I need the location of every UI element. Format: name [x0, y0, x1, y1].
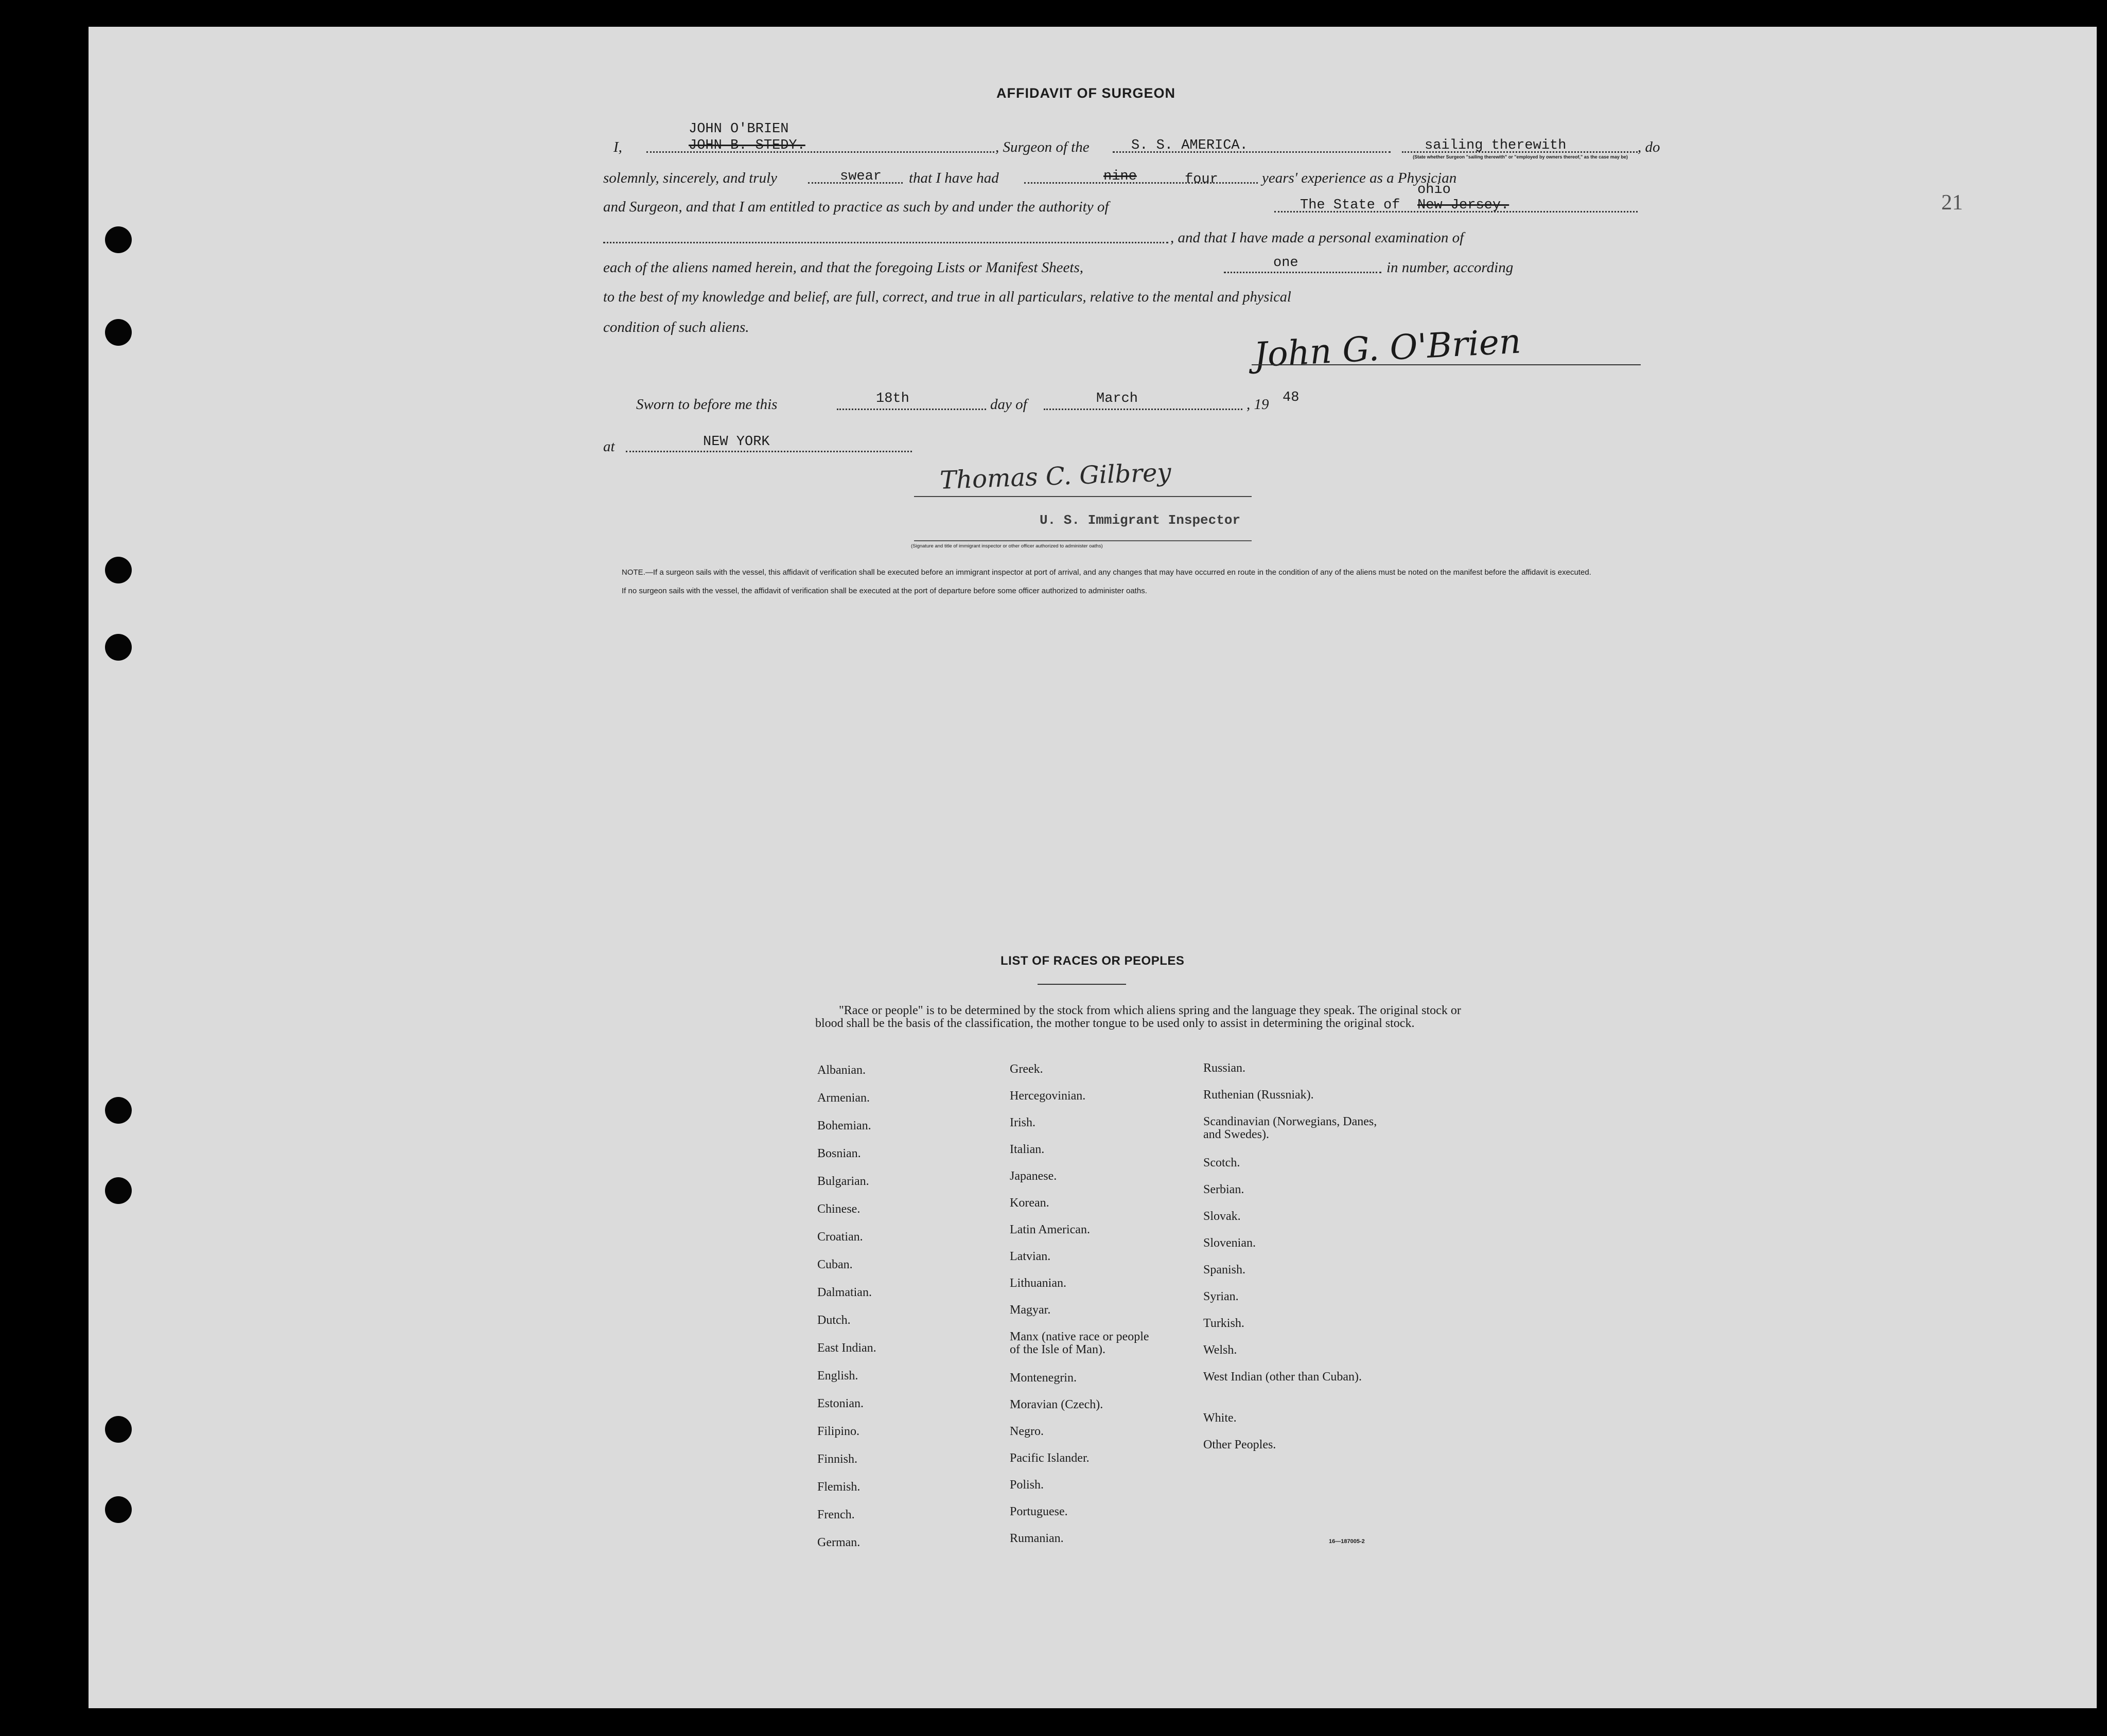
authority-inserted: ohio [1417, 182, 1451, 198]
punch-hole [105, 1416, 132, 1443]
line2-start: solemnly, sincerely, and truly [603, 170, 778, 186]
punch-hole [105, 1496, 132, 1523]
race-item: Russian. [1203, 1061, 1246, 1075]
punch-hole [105, 319, 132, 346]
race-item: White. [1203, 1411, 1237, 1425]
line7: condition of such aliens. [603, 319, 749, 335]
form-number: 16—187005-2 [1329, 1538, 1365, 1545]
vessel-name: S. S. AMERICA. [1131, 138, 1248, 153]
race-item: Rumanian. [1010, 1532, 1064, 1545]
place-field-line [626, 451, 912, 452]
form-sheet [89, 27, 2097, 1708]
caption-line [914, 540, 1252, 541]
punch-hole [105, 226, 132, 253]
sheets-field-line [1224, 272, 1381, 273]
day-field-line [837, 409, 986, 410]
line2-end: years' experience as a Physician [1262, 170, 1457, 186]
race-item: Moravian (Czech). [1010, 1398, 1103, 1411]
race-item: Cuban. [817, 1258, 853, 1271]
race-item: Bosnian. [817, 1147, 861, 1160]
race-item: Bulgarian. [817, 1175, 869, 1188]
month-field-line [1044, 409, 1242, 410]
oath-word: swear [840, 169, 882, 184]
race-item: Portuguese. [1010, 1505, 1068, 1518]
race-item: Korean. [1010, 1196, 1049, 1210]
race-item: Ruthenian (Russniak). [1203, 1088, 1314, 1102]
punch-hole [105, 557, 132, 583]
race-item: Italian. [1010, 1143, 1045, 1156]
sworn-place: NEW YORK [703, 434, 770, 450]
years-value: four [1185, 172, 1218, 187]
race-item: Estonian. [817, 1397, 864, 1410]
inspector-title: U. S. Immigrant Inspector [1040, 512, 1241, 528]
race-item: Irish. [1010, 1116, 1035, 1129]
years-struck: nine [1103, 169, 1137, 184]
i-label: I, [613, 139, 622, 155]
race-item: Scandinavian (Norwegians, Danes, and Swedes). [1203, 1115, 1377, 1141]
at-label: at [603, 438, 615, 455]
surgeon-name-typed: JOHN O'BRIEN [689, 121, 789, 137]
race-item: Welsh. [1203, 1343, 1237, 1357]
surgeon-name-struck: JOHN B. STEDY. [689, 138, 805, 153]
punch-hole [105, 634, 132, 661]
race-item: Bohemian. [817, 1119, 871, 1132]
race-item: French. [817, 1508, 855, 1521]
authority-continued-line [603, 242, 1168, 243]
races-title: LIST OF RACES OR PEOPLES [1000, 954, 1185, 968]
race-item: Hercegovinian. [1010, 1089, 1086, 1103]
race-item: Scotch. [1203, 1156, 1240, 1170]
races-intro: "Race or people" is to be determined by the stock from which aliens spring and the language they speak. The original stock or blood shall be the basis of the classification, the mother tongue to be used only to assist in determining the original stock. [815, 1004, 1461, 1030]
surgeon-of-label: , Surgeon of the [995, 139, 1090, 155]
day-of-label: day of [990, 396, 1027, 413]
race-item: Finnish. [817, 1452, 858, 1466]
signature-line [1252, 364, 1641, 365]
line5-end: in number, according [1386, 259, 1514, 276]
race-item: Filipino. [817, 1425, 860, 1438]
signature-caption: (Signature and title of immigrant inspector or other officer authorized to administer oaths) [911, 543, 1103, 549]
line6: to the best of my knowledge and belief, are full, correct, and true in all particulars, relative to the mental and physical [603, 289, 1291, 305]
years-field-line [1024, 182, 1258, 184]
sworn-day: 18th [876, 391, 909, 406]
surgeon-signature: John G. O'Brien [1253, 321, 1522, 375]
do-label: , do [1638, 139, 1660, 155]
race-item: Manx (native race or people of the Isle of Man). [1010, 1330, 1149, 1356]
race-item: Dalmatian. [817, 1286, 872, 1299]
race-item: Magyar. [1010, 1303, 1051, 1317]
authority-typed: The State of [1300, 198, 1400, 213]
race-item: Syrian. [1203, 1290, 1239, 1303]
race-item: Latvian. [1010, 1250, 1051, 1263]
sworn-month: March [1096, 391, 1138, 406]
line2-mid: that I have had [909, 170, 999, 186]
race-item: German. [817, 1536, 861, 1549]
authority-struck: New Jersey. [1417, 198, 1509, 213]
page-number: 21 [1941, 191, 1963, 215]
race-item: Slovenian. [1203, 1236, 1256, 1250]
race-item: Turkish. [1203, 1317, 1244, 1330]
race-item: Lithuanian. [1010, 1277, 1066, 1290]
race-item: Spanish. [1203, 1263, 1246, 1277]
inspector-signature: Thomas C. Gilbrey [939, 458, 1172, 495]
line4: , and that I have made a personal examination of [1170, 229, 1464, 246]
race-item: Latin American. [1010, 1223, 1090, 1236]
race-item: Pacific Islander. [1010, 1451, 1090, 1465]
race-item: Greek. [1010, 1062, 1043, 1076]
line5-start: each of the aliens named herein, and that the foregoing Lists or Manifest Sheets, [603, 259, 1083, 276]
races-title-rule [1038, 984, 1126, 985]
race-item: Slovak. [1203, 1210, 1241, 1223]
note-paragraph-1: NOTE.—If a surgeon sails with the vessel, this affidavit of verification shall be executed before an immigrant inspector at port of arrival, and any changes that may have occurred en route in the condition of any of the aliens must be noted on the manifest before the affidavit is executed. [622, 568, 1591, 577]
inspector-signature-line [914, 496, 1252, 497]
affidavit-title: AFFIDAVIT OF SURGEON [996, 85, 1175, 101]
race-item: Polish. [1010, 1478, 1044, 1492]
race-item: Serbian. [1203, 1183, 1244, 1196]
note-paragraph-2: If no surgeon sails with the vessel, the affidavit of verification shall be executed at the port of departure before some officer authorized to administer oaths. [622, 587, 1147, 595]
race-item: Flemish. [817, 1480, 861, 1494]
race-item: Armenian. [817, 1091, 870, 1105]
race-item: Albanian. [817, 1064, 866, 1077]
year-prefix: , 19 [1246, 396, 1269, 413]
race-item: West Indian (other than Cuban). [1203, 1370, 1362, 1384]
race-item: Croatian. [817, 1230, 863, 1244]
sworn-label: Sworn to before me this [636, 396, 778, 413]
sailing-note: (State whether Surgeon "sailing therewith" or "employed by owners thereof," as the case may be) [1413, 154, 1628, 160]
sheets-count: one [1273, 255, 1298, 271]
race-item: Japanese. [1010, 1170, 1057, 1183]
sailing-status: sailing therewith [1425, 138, 1567, 153]
punch-hole [105, 1177, 132, 1204]
race-item: Negro. [1010, 1425, 1044, 1438]
race-item: East Indian. [817, 1341, 876, 1355]
race-item: Chinese. [817, 1202, 861, 1216]
punch-hole [105, 1097, 132, 1124]
race-item: Other Peoples. [1203, 1438, 1276, 1451]
race-item: Montenegrin. [1010, 1371, 1077, 1385]
race-item: Dutch. [817, 1314, 851, 1327]
race-item: English. [817, 1369, 858, 1383]
line3-start: and Surgeon, and that I am entitled to practice as such by and under the authority of [603, 199, 1109, 215]
year-suffix: 48 [1283, 390, 1300, 405]
